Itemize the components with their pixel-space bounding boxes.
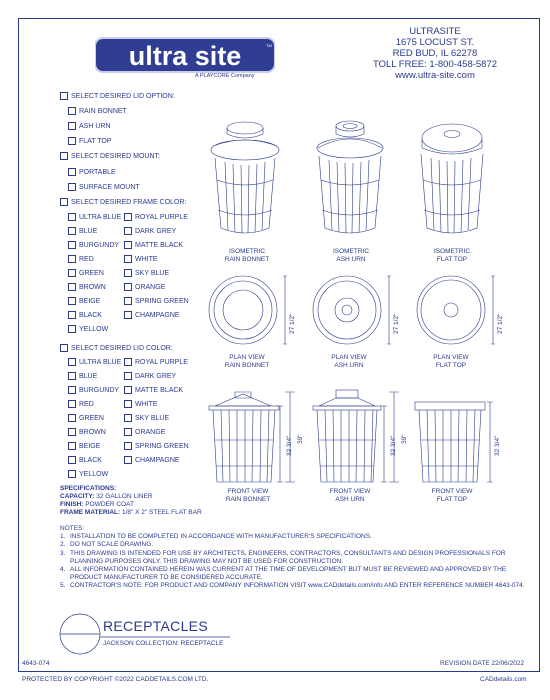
checkbox[interactable] [68,241,76,249]
mount-surface[interactable]: SURFACE MOUNT [68,183,140,191]
caption-plan-flat-top: PLAN VIEW FLAT TOP [433,354,469,369]
note-item: 5. CONTRACTOR'S NOTE: FOR PRODUCT AND COMPANY INFORMATION VISIT www.CADdetails.com/info AND ENTER REFERENCE NUMBER 4643-074. [60,582,525,590]
caption-front-rain-bonnet: FRONT VIEW RAIN BONNET [225,488,271,503]
frame-color-option[interactable]: ULTRA BLUE [68,213,121,221]
lid-color-option[interactable]: GREEN [68,414,104,422]
specifications: SPECIFICATIONS: CAPACITY: 32 GALLON LINER FINISH: POWDER COAT FRAME MATERIAL: 1/8" X 2" STEEL FLAT BAR [60,485,202,516]
dim-front-ash-urn-body: 32 3/4" [390,435,397,456]
mount-header[interactable]: SELECT DESIRED MOUNT: [60,152,160,160]
checkbox[interactable] [68,470,76,478]
checkbox[interactable] [68,386,76,394]
checkbox[interactable] [68,107,76,115]
title-underline [100,636,230,638]
plan-view-ash-urn-drawing [313,276,391,344]
checkbox[interactable] [124,358,132,366]
lid-color-option[interactable]: BEIGE [68,442,100,450]
checkbox[interactable] [68,456,76,464]
checkbox[interactable] [68,442,76,450]
front-view-rain-bonnet-drawing [209,392,295,482]
checkbox[interactable] [124,456,132,464]
logo-tagline: A PLAYCORE Company [195,73,255,79]
checkbox[interactable] [124,241,132,249]
checkbox[interactable] [68,213,76,221]
checkbox[interactable] [60,198,68,206]
lid-color-option[interactable]: BLACK [68,456,102,464]
notes: NOTES: 1. INSTALLATION TO BE COMPLETED IN ACCORDANCE WITH MANUFACTURER'S SPECIFICATIONS. 2. DO NOT SCALE DRAWING. 3. THIS DRAWING IS INTENDED FOR USE BY ARCHITECTS, ENGINEERS, CONTRACTORS, CONSULTANTS AND DESIGN PROFESSIONALS FOR PLANNING PURPOSES ONLY. THIS DRAWING MAY NOT BE USED FOR CONSTRUCTION. 4. ALL INFORMATION CONTAINED HEREIN WAS CURRENT AT THE TIME OF DEVELOPMENT BUT MUST BE REVIEWED AND APPROVED BY THE PRODUCT MANUFACTURER TO BE CONSIDERED ACCURATE. 5. CONTRACTOR'S NOTE: FOR PRODUCT AND COMPANY INFORMATION VISIT www.CADdetails.com/info AND ENTER REFERENCE NUMBER 4643-074. [60,525,530,591]
note-item: 1. INSTALLATION TO BE COMPLETED IN ACCORDANCE WITH MANUFACTURER'S SPECIFICATIONS. [60,533,372,541]
checkbox[interactable] [124,311,132,319]
checkbox[interactable] [124,372,132,380]
dim-front-rain-bonnet-body: 32 3/4" [286,435,293,456]
ultrasite-logo [95,36,275,76]
dim-front-flat-top-body: 32 3/4" [494,435,501,456]
lid-color-option[interactable]: SKY BLUE [124,414,169,422]
dim-plan-ash-urn: 27 1/2" [393,313,400,334]
checkbox[interactable] [68,255,76,263]
company-city: RED BUD, IL 62278 [392,48,478,59]
company-phone: TOLL FREE: 1-800-458-5872 [372,59,498,70]
frame-color-option[interactable]: SKY BLUE [124,269,169,277]
checkbox[interactable] [68,325,76,333]
company-name: ULTRASITE [409,26,461,37]
lid-color-option[interactable]: ORANGE [124,428,165,436]
checkbox[interactable] [68,297,76,305]
drawing-title: RECEPTACLES [103,618,208,634]
isometric-ash-urn-drawing [317,121,383,233]
caption-iso-ash-urn: ISOMETRIC ASH URN [332,248,370,263]
checkbox[interactable] [124,283,132,291]
caption-iso-flat-top: ISOMETRIC FLAT TOP [433,248,471,263]
note-item: 2. DO NOT SCALE DRAWING. [60,541,154,549]
drawing-subtitle: JACKSON COLLECTION: RECEPTACLE [103,640,224,647]
frame-color-option[interactable]: WHITE [124,255,158,263]
checkbox[interactable] [124,255,132,263]
note-item: 3. THIS DRAWING IS INTENDED FOR USE BY ARCHITECTS, ENGINEERS, CONTRACTORS, CONSULTANTS AND DESIGN PROFESSIONALS FOR PLANNING PURPOSES ONLY. THIS DRAWING MAY NOT BE USED FOR CONSTRUCTION. [60,549,506,565]
lid-color-option[interactable]: WHITE [124,400,158,408]
checkbox[interactable] [60,152,68,160]
company-web: www.ultra-site.com [395,70,475,81]
note-item: 4. ALL INFORMATION CONTAINED HEREIN WAS CURRENT AT THE TIME OF DEVELOPMENT BUT MUST BE REVIEWED AND APPROVED BY THE PRODUCT MANUFACTURER TO BE CONSIDERED ACCURATE. [60,566,507,582]
lid-option-flat-top[interactable]: FLAT TOP [68,137,112,145]
front-view-flat-top-drawing [415,402,493,482]
frame-color-option[interactable]: CHAMPAGNE [124,311,180,319]
frame-color-option[interactable]: BROWN [68,283,106,291]
checkbox[interactable] [68,269,76,277]
checkbox[interactable] [68,168,76,176]
frame-color-option[interactable]: MATTE BLACK [124,241,183,249]
frame-color-option[interactable]: BLACK [68,311,102,319]
dim-plan-flat-top: 27 1/2" [497,313,504,334]
lid-option-ash-urn[interactable]: ASH URN [68,122,111,130]
checkbox[interactable] [124,414,132,422]
checkbox[interactable] [60,92,68,100]
frame-color-option[interactable]: BLUE [68,227,97,235]
company-street: 1675 LOCUST ST. [395,37,475,48]
lid-color-option[interactable]: BROWN [68,428,106,436]
frame-color-option[interactable]: ROYAL PURPLE [124,213,188,221]
frame-color-option[interactable]: BEIGE [68,297,100,305]
caption-plan-ash-urn: PLAN VIEW ASH URN [331,354,367,369]
dim-front-rain-bonnet-total: 39" [297,434,304,444]
caption-iso-rain-bonnet: ISOMETRIC RAIN BONNET [224,248,270,263]
lid-option-rain-bonnet[interactable]: RAIN BONNET [68,107,127,115]
revision-date: REVISION DATE 22/06/2022 [440,660,525,667]
checkbox[interactable] [124,269,132,277]
frame-color-option[interactable]: ORANGE [124,283,165,291]
caption-front-flat-top: FRONT VIEW FLAT TOP [431,488,473,503]
plan-view-flat-top-drawing [417,276,495,344]
dim-front-ash-urn-total: 39" [401,434,408,444]
lid-color-option[interactable]: ROYAL PURPLE [124,358,188,366]
frame-color-option[interactable]: RED [68,255,94,263]
checkbox[interactable] [124,442,132,450]
lid-color-option[interactable]: BURGUNDY [68,386,119,394]
mount-portable[interactable]: PORTABLE [68,168,116,176]
checkbox[interactable] [68,227,76,235]
lid-color-option[interactable]: BLUE [68,372,97,380]
frame-color-header[interactable]: SELECT DESIRED FRAME COLOR: [60,198,186,206]
lid-color-option[interactable]: SPRING GREEN [124,442,189,450]
checkbox[interactable] [68,372,76,380]
company-info [360,26,510,81]
checkbox[interactable] [68,428,76,436]
isometric-flat-top-drawing [421,124,483,233]
caption-front-ash-urn: FRONT VIEW ASH URN [329,488,371,503]
checkbox[interactable] [124,400,132,408]
lid-color-option[interactable]: YELLOW [68,470,108,478]
isometric-rain-bonnet-drawing [211,122,279,233]
lid-color-option[interactable]: RED [68,400,94,408]
checkbox[interactable] [68,400,76,408]
checkbox[interactable] [124,213,132,221]
frame-color-option[interactable]: DARK GREY [124,227,176,235]
receptacle-drawings [195,110,515,490]
checkbox[interactable] [68,358,76,366]
checkbox[interactable] [68,137,76,145]
checkbox[interactable] [68,183,76,191]
logo-text: ultra site [128,41,242,71]
checkbox[interactable] [68,283,76,291]
dim-plan-rain-bonnet: 27 1/2" [289,313,296,334]
lid-color-option[interactable]: CHAMPAGNE [124,456,180,464]
reference-number: 4643-074 [22,660,50,667]
checkbox[interactable] [124,428,132,436]
checkbox[interactable] [68,122,76,130]
caption-plan-rain-bonnet: PLAN VIEW RAIN BONNET [224,354,270,369]
lid-option-header[interactable]: SELECT DESIRED LID OPTION: [60,92,175,100]
front-view-ash-urn-drawing [313,390,399,482]
title-block-circle [58,612,103,657]
checkbox[interactable] [124,386,132,394]
lid-color-option[interactable]: ULTRA BLUE [68,358,121,366]
frame-color-option[interactable]: GREEN [68,269,104,277]
lid-color-option[interactable]: DARK GREY [124,372,176,380]
checkbox[interactable] [68,414,76,422]
copyright-text: PROTECTED BY COPYRIGHT ©2022 CADDETAILS.COM LTD. [22,676,209,683]
checkbox[interactable] [60,344,68,352]
plan-view-rain-bonnet-drawing [209,276,287,344]
frame-color-option[interactable]: BURGUNDY [68,241,119,249]
frame-color-option[interactable]: YELLOW [68,325,108,333]
lid-color-header[interactable]: SELECT DESIRED LID COLOR: [60,344,173,352]
checkbox[interactable] [124,297,132,305]
checkbox[interactable] [124,227,132,235]
svg-text:TM: TM [266,43,272,48]
frame-color-option[interactable]: SPRING GREEN [124,297,189,305]
lid-color-option[interactable]: MATTE BLACK [124,386,183,394]
caddetails-link[interactable]: CADdetails.com [480,676,527,683]
checkbox[interactable] [68,311,76,319]
